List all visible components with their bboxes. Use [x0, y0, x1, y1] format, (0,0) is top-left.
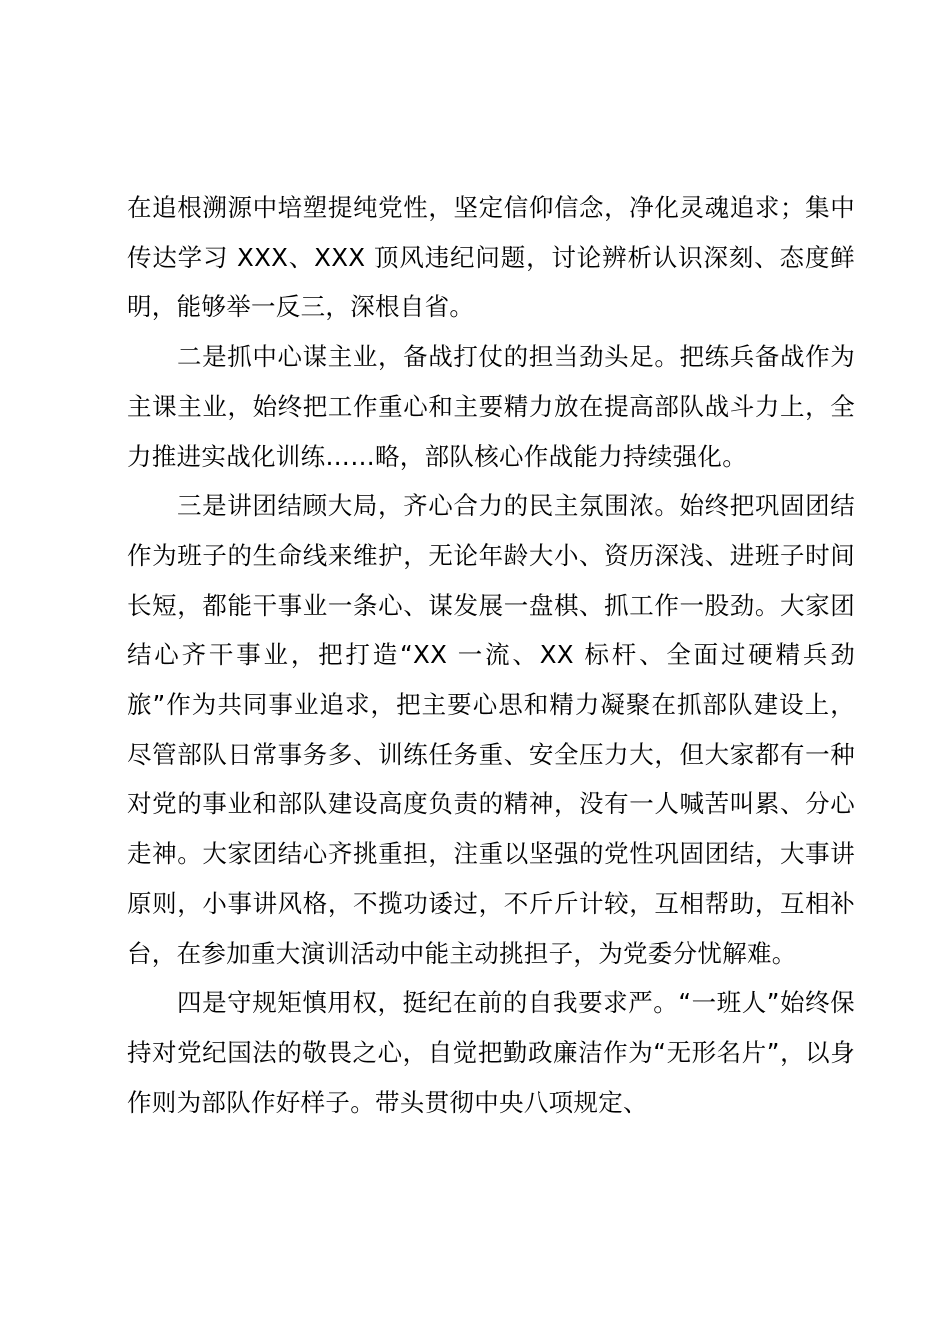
- paragraph-point-two: 二是抓中心谋主业，备战打仗的担当劲头足。把练兵备战作为主课主业，始终把工作重心和主要精力放在提高部队战斗力上，全力推进实战化训练……略，部队核心作战能力持续强化。: [127, 342, 855, 471]
- paragraph-point-four: 四是守规矩慎用权，挺纪在前的自我要求严。“一班人”始终保持对党纪国法的敬畏之心，自觉把勤政廉洁作为“无形名片”，以身作则为部队作好样子。带头贯彻中央八项规定、: [127, 988, 855, 1117]
- body-text: [127, 183, 855, 1127]
- paragraph-continuation: 在追根溯源中培塑提纯党性，坚定信仰信念，净化灵魂追求；集中传达学习 XXX、XXX 顶风违纪问题，讨论辨析认识深刻、态度鲜明，能够举一反三，深根自省。: [127, 193, 855, 322]
- paragraph-point-three: 三是讲团结顾大局，齐心合力的民主氛围浓。始终把巩固团结作为班子的生命线来维护，无论年龄大小、资历深浅、进班子时间长短，都能干事业一条心、谋发展一盘棋、抓工作一股劲。大家团结心齐干事业，把打造“XX 一流、XX 标杆、全面过硬精兵劲旅”作为共同事业追求，把主要心思和精力凝聚在抓部队建设上，尽管部队日常事务多、训练任务重、安全压力大，但大家都有一种对党的事业和部队建设高度负责的精神，没有一人喊苦叫累、分心走神。大家团结心齐挑重担，注重以坚强的党性巩固团结，大事讲原则，小事讲风格，不揽功诿过，不斤斤计较，互相帮助，互相补台，在参加重大演训活动中能主动挑担子，为党委分忧解难。: [127, 491, 855, 968]
